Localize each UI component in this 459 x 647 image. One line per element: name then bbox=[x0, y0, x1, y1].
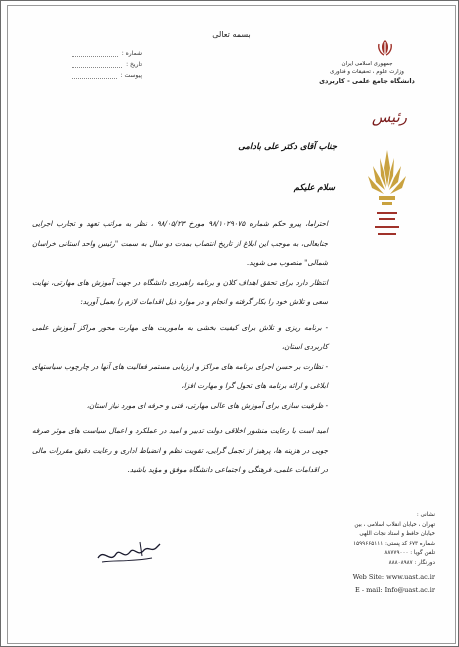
iran-emblem-icon bbox=[375, 38, 395, 58]
meta-date-row bbox=[72, 59, 142, 70]
university-name: دانشگاه جامع علمی - کاربردی bbox=[319, 77, 415, 85]
contact-sidebar bbox=[315, 511, 435, 595]
meta-number-row bbox=[72, 48, 142, 59]
meta-number-line bbox=[72, 48, 118, 57]
email: E - mail: Info@uast.ac.ir bbox=[355, 585, 435, 594]
meta-attachment-row bbox=[72, 70, 142, 81]
list-item: - نظارت بر حسن اجرای برنامه های مراکز و ارزیابی مستمر فعالیت های آنها در چارچوب سیاستهای ابلاغی و ارائه برنامه های تحول گرا و مهارت افزا، bbox=[32, 361, 328, 390]
phone: تلفن گویا : ۸۸۷۷۹۰۰۰ bbox=[384, 550, 435, 557]
university-emblem-icon bbox=[365, 146, 409, 262]
letter-meta bbox=[72, 48, 142, 81]
address-line: شماره ۶۷۳ کد پستی: ۱۵۹۹۶۶۵۱۱۱ bbox=[353, 540, 435, 547]
address-title: نشانی : bbox=[416, 512, 435, 518]
paragraph-appointment: احتراما، پیرو حکم شماره ۹۸/۱۰۲۹۰۷۵ مورخ ۹۸/۰۵/۲۳ ، نظر به مراتب تعهد و تجارب اجرایی جنابعالی، به موجب این ابلاغ از تاریخ انتصاب بمدت دو سال به سمت "رئیس واحد استانی خراسان شمالی" منصوب می شوید. bbox=[32, 219, 328, 267]
addressee: جناب آقای دکتر علی بادامی bbox=[238, 142, 337, 152]
letter-sheet bbox=[7, 5, 456, 644]
paragraph-closing: امید است با رعایت منشور اخلاقی دولت تدبیر و امید در عملکرد و اعمال سیاست های موثر صرفه جویی در هزینه ها، پرهیز از تجمل گرایی، تقویت نظم و انضباط اداری و رعایت دقیق مقررات مالی در اقدامات علمی، فرهنگی و اجتماعی دانشگاه موفق و مؤید باشید. bbox=[32, 426, 328, 474]
meta-attachment-label: پیوست : bbox=[120, 72, 142, 79]
letter-body bbox=[32, 214, 328, 480]
address-line: تهران ، خیابان انقلاب اسلامی ، بین bbox=[354, 521, 435, 528]
meta-date-label: تاریخ : bbox=[126, 61, 142, 68]
country-name: جمهوری اسلامی ایران bbox=[341, 61, 393, 67]
salutation: سلام علیکم bbox=[293, 183, 335, 193]
meta-attachment-line bbox=[72, 70, 117, 79]
list-item: - ظرفیت سازی برای آموزش های عالی مهارتی، فنی و حرفه ای مورد نیاز استان، bbox=[86, 400, 328, 410]
list-item: - برنامه ریزی و تلاش برای کیفیت بخشی به ماموریت های مهارت محور مراکز آموزش علمی کاربردی استان، bbox=[32, 322, 328, 351]
signature bbox=[94, 538, 164, 568]
ministry-block bbox=[297, 60, 437, 86]
paragraph-expectations: انتظار دارد برای تحقق اهداف کلان و برنامه راهبردی دانشگاه در جهت آموزش های مهارتی، نهایت سعی و تلاش خود را بکار گرفته و انجام و در موارد ذیل اقدامات لازم را بعمل آورید: bbox=[32, 277, 328, 306]
meta-date-line bbox=[72, 59, 122, 68]
website: Web Site: www.uast.ac.ir bbox=[352, 572, 435, 581]
fax: دورنگار : ۸۸۸۰۸۹۸۷ bbox=[388, 559, 435, 566]
address-line: خیابان حافظ و استاد نجات اللهی bbox=[359, 531, 435, 538]
invocation: بسمه تعالی bbox=[212, 30, 251, 39]
role-title: رئیس bbox=[371, 108, 407, 126]
ministry-name: وزارت علوم ، تحقیقات و فناوری bbox=[330, 69, 404, 75]
meta-number-label: شماره : bbox=[121, 50, 142, 57]
